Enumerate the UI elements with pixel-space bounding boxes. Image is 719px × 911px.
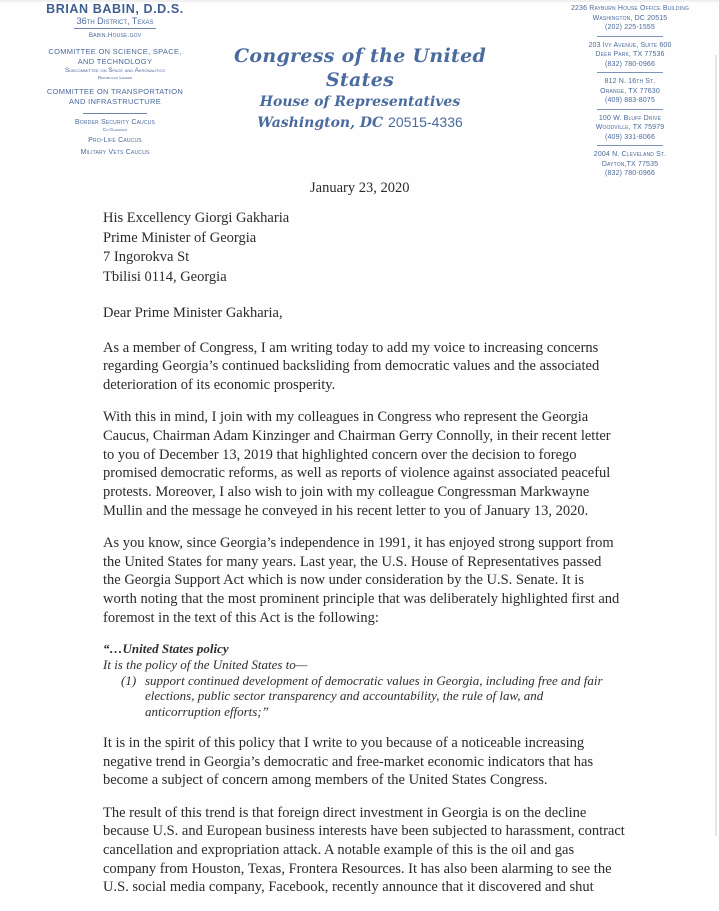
quote-line: support continued development of democratic values in Georgia, including free and fair bbox=[145, 672, 603, 688]
paragraph bbox=[103, 734, 603, 790]
quote-intro: It is the policy of the United States to— bbox=[103, 656, 308, 672]
committee-name-line: AND INFRASTRUCTURE bbox=[68, 97, 162, 106]
divider bbox=[83, 113, 147, 114]
letterhead-left-column bbox=[30, 2, 200, 157]
capital-zip: 20515-4336 bbox=[388, 114, 463, 130]
paragraph-line: company from Houston, Texas, Frontera Resources. It has also been alarming to see the bbox=[103, 860, 612, 877]
office-line: 2236 Rayburn House Office Building bbox=[570, 5, 690, 12]
member-website: Babin.House.gov bbox=[88, 32, 142, 39]
house-subtitle: House of Representatives bbox=[259, 94, 461, 110]
paragraph bbox=[103, 339, 603, 395]
letterhead-right-column bbox=[550, 4, 710, 182]
letterhead-center bbox=[200, 44, 520, 133]
subcommittee-role: Republican Leader bbox=[97, 75, 133, 80]
capital-address bbox=[200, 112, 520, 133]
office-line: Woodville, TX 75979 bbox=[595, 124, 665, 131]
paragraph bbox=[103, 804, 625, 898]
caucus-name: Pro-Life Caucus bbox=[88, 137, 142, 144]
recipient-line: His Excellency Giorgi Gakharia bbox=[103, 210, 290, 226]
paragraph-line: regarding Georgia’s continued backsliding from democratic values and the associated bbox=[103, 358, 600, 375]
paragraph-line: to you of December 13, 2019 that highlighted concern over the decision to forego bbox=[103, 446, 577, 463]
office-orange bbox=[550, 77, 710, 106]
paragraph-line: As you know, since Georgia’s independence in 1991, it has enjoyed strong support from bbox=[103, 535, 614, 552]
paragraph-line: As a member of Congress, I am writing today to add my voice to increasing concerns bbox=[103, 339, 599, 356]
office-line: Washington, DC 20515 bbox=[592, 14, 668, 22]
policy-quote bbox=[103, 641, 603, 720]
paragraph-line: foremost in the text of this Act is the following: bbox=[103, 609, 379, 626]
congress-title: Congress of the United States bbox=[233, 45, 487, 91]
paragraph-line: protests. Moreover, I also wish to join with my colleague Congressman Markwayne bbox=[103, 484, 590, 501]
paragraph-line: become a subject of concern among members of the United States Congress. bbox=[103, 772, 548, 789]
salutation: Dear Prime Minister Gakharia, bbox=[103, 305, 283, 321]
paragraph-line: negative trend in Georgia’s democratic and free-market economic indicators that has bbox=[103, 753, 594, 770]
quote-list-item bbox=[103, 673, 603, 720]
recipient-line: Prime Minister of Georgia bbox=[103, 229, 257, 246]
committee-transportation bbox=[30, 87, 200, 107]
quote-line: elections, public sector transparency and accountability, the rule of law, and bbox=[145, 688, 544, 704]
paragraph-line: U.S. social media company, Facebook, recently announce that it discovered and shut bbox=[103, 879, 594, 896]
office-line: 203 Ivy Avenue, Suite 600 bbox=[588, 41, 672, 49]
office-washington bbox=[550, 4, 710, 33]
quote-heading: “…United States policy bbox=[103, 641, 229, 657]
divider bbox=[597, 145, 663, 146]
paragraph-line: promised democratic reforms, as well as reports of violence against associated peaceful bbox=[103, 465, 611, 482]
quote-item-text bbox=[145, 673, 603, 720]
office-phone: (202) 225-1555 bbox=[605, 24, 655, 31]
caucus-list bbox=[30, 118, 200, 157]
letter-date: January 23, 2020 bbox=[310, 180, 410, 196]
office-line: Dayton,TX 77535 bbox=[601, 160, 659, 168]
committee-science bbox=[30, 47, 200, 81]
paragraph-line: With this in mind, I join with my colleagues in Congress who represent the Georgia bbox=[103, 409, 589, 426]
caucus-role: Co-Chairman bbox=[102, 127, 128, 132]
office-line: Orange, TX 77630 bbox=[600, 87, 660, 95]
paragraph-line: Mullin and the message he conveyed in his recent letter to you of January 13, 2020. bbox=[103, 502, 589, 519]
paragraph-line: deterioration of its economic prosperity. bbox=[103, 377, 336, 394]
divider bbox=[74, 28, 156, 29]
recipient-line: 7 Ingorokva St bbox=[103, 249, 190, 265]
caucus-name: Military Vets Caucus bbox=[80, 149, 150, 156]
committee-name-line: COMMITTEE ON TRANSPORTATION bbox=[46, 87, 184, 96]
quote-item-number: (1) bbox=[121, 672, 137, 688]
office-phone: (832) 780-0966 bbox=[605, 170, 655, 177]
paragraph-line: because U.S. and European business interests have been subjected to harassment, contract bbox=[103, 823, 625, 840]
office-phone: (832) 780-0966 bbox=[605, 60, 655, 68]
office-phone: (409) 883-8075 bbox=[605, 97, 655, 104]
paragraph-line: Caucus, Chairman Adam Kinzinger and Chairman Gerry Connolly, in their recent letter bbox=[103, 428, 611, 445]
office-phone: (409) 331-8066 bbox=[605, 133, 655, 141]
member-name: BRIAN BABIN, D.D.S. bbox=[46, 2, 184, 16]
paragraph bbox=[103, 408, 611, 520]
paragraph-line: worth noting that the most prominent principle that was deliberately highlighted first and bbox=[103, 591, 620, 608]
paragraph-line: It is in the spirit of this policy that I write to you because of a noticeable increasing bbox=[103, 735, 585, 752]
office-line: Deer Park, TX 77536 bbox=[595, 51, 665, 58]
divider bbox=[597, 109, 663, 110]
office-woodville bbox=[550, 114, 710, 143]
divider bbox=[597, 72, 663, 73]
office-line: 100 W. Bluff Drive bbox=[598, 114, 662, 122]
letter-body bbox=[103, 304, 625, 911]
subcommittee-name: Subcommittee on Space and Aeronautics bbox=[64, 67, 166, 74]
divider bbox=[597, 36, 663, 37]
office-deer-park bbox=[550, 41, 710, 70]
office-dayton bbox=[550, 150, 710, 179]
paragraph bbox=[103, 534, 620, 628]
page-right-edge bbox=[715, 55, 717, 836]
committee-name-line: AND TECHNOLOGY bbox=[77, 57, 153, 66]
quote-line: anticorruption efforts;” bbox=[145, 704, 269, 720]
recipient-line: Tbilisi 0114, Georgia bbox=[103, 268, 227, 285]
paragraph-line: The result of this trend is that foreign direct investment in Georgia is on the decline bbox=[103, 804, 587, 821]
capital-city: Washington, DC bbox=[257, 115, 384, 131]
paragraph-line: cancellation and expropriation attack. A notable example of this is the oil and gas bbox=[103, 842, 575, 859]
caucus-name: Border Security Caucus bbox=[74, 119, 156, 126]
member-district: 36th District, Texas bbox=[76, 16, 154, 26]
paragraph-line: the United States for many years. Last year, the U.S. House of Representatives passed bbox=[103, 553, 602, 570]
recipient-address bbox=[103, 209, 289, 287]
office-line: 2004 N. Cleveland St. bbox=[593, 151, 667, 158]
office-line: 812 N. 16th St. bbox=[604, 78, 656, 85]
committee-name-line: COMMITTEE ON SCIENCE, SPACE, bbox=[48, 47, 182, 56]
paragraph-line: the Georgia Support Act which is now under consideration by the U.S. Senate. It is bbox=[103, 572, 584, 589]
